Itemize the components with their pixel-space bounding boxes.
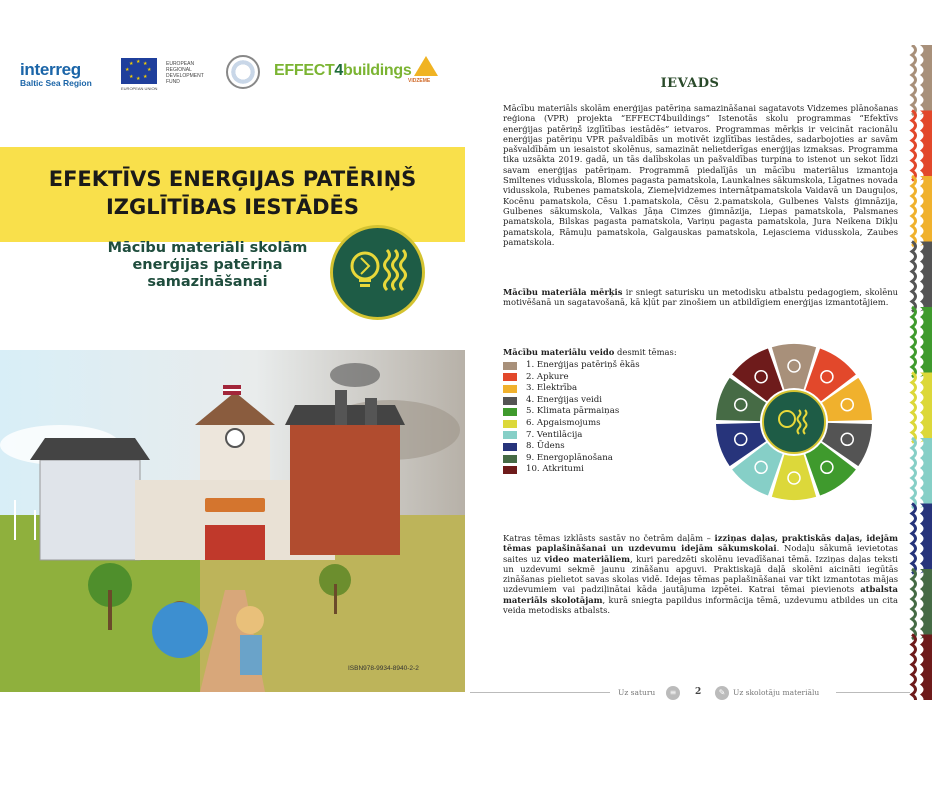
erdf-text — [166, 61, 204, 85]
topic-swatch — [503, 385, 517, 393]
topic-item[interactable] — [503, 453, 703, 465]
interreg-region: Baltic Sea Region — [20, 78, 92, 88]
lightbulb-badge-icon — [330, 225, 425, 320]
cover-title — [0, 165, 465, 221]
wave-strip-line — [912, 111, 916, 181]
structure-bold: atbalsta materiāls skolotājam — [503, 584, 898, 605]
wave-strip-line — [912, 242, 916, 312]
menu-icon[interactable]: ≡ — [666, 686, 680, 700]
wave-strip-band — [920, 504, 932, 574]
goal-bold: Mācību materiāla mērķis — [503, 287, 623, 297]
erdf-line: DEVELOPMENT — [166, 73, 204, 79]
school-illustration — [0, 350, 465, 692]
topic-label: 2. Apkure — [526, 371, 569, 382]
topics-wheel — [714, 342, 874, 502]
topics-list — [503, 360, 703, 476]
cover-subtitle-line: Mācību materiāli skolām — [107, 240, 308, 256]
topic-label: 5. Klimata pārmaiņas — [526, 406, 620, 417]
wave-strip-line — [912, 569, 916, 639]
structure-text: Katras tēmas izklāsts sastāv no četrām daļām – — [503, 533, 715, 543]
table-of-contents-link[interactable]: Uz saturu — [618, 688, 656, 697]
goal-text: ir sniegt saturisku un metodisku atbalstu pedagogiem, skolēnu motivēšanā un sagatavošanā, kā kļūt par zinošiem un atbildīgiem enerģijas izmantotājiem. — [503, 287, 898, 308]
intro-page — [470, 30, 940, 700]
topic-item[interactable] — [503, 418, 703, 430]
structure-bold: izziņas daļas, praktiskās daļas, idejām tēmas paplašināšanai un uzdevumu idejām sākumskolai — [503, 533, 899, 554]
topic-swatch — [503, 408, 517, 416]
topics-heading-bold: Mācību materiālu veido — [503, 347, 615, 357]
wave-strip-line — [912, 307, 916, 377]
wave-strip-line — [912, 635, 916, 701]
effect-text: EFFECT — [274, 62, 335, 79]
vidzeme-triangle-icon — [414, 56, 438, 76]
cover-title-line: EFEKTĪVS ENERĢIJAS PATĒRIŅŠ — [48, 167, 417, 191]
topic-label: 7. Ventilācija — [526, 429, 583, 440]
topic-swatch — [503, 466, 517, 474]
topic-swatch — [503, 431, 517, 439]
topic-item[interactable] — [503, 372, 703, 384]
topic-item[interactable] — [503, 406, 703, 418]
topic-label: 1. Enerģijas patēriņš ēkās — [526, 360, 640, 370]
wave-strip-line — [912, 438, 916, 508]
wave-strip-band — [920, 373, 932, 443]
topic-label: 8. Ūdens — [526, 441, 565, 452]
intro-paragraph: Mācību materiāls skolām enerģijas patēriņa samazināšanai sagatavots Vidzemes plānošanas reģiona (VPR) projekta “EFFECT4buildings” Istenotās skolu programmas “Efektīvs enerģijas patēriņš izglītības iestādēs” ietvaros. Programmas mērķis ir veicināt racionālu enerģijas patēriņu VPR pašvaldībās un motivēt izglītības iestādes, sadarbojoties ar savām pašvaldībām un iesaistot skolēnus, samazināt nelietderīgas enerģijas izmaksas. Programma tika uzsākta 2019. gadā, un tās dalībskolas un pašvaldības turpina to istenot un sekot līdzi savam enerģijas patēriņam. Programmā piedalījās un mācību materiālus izmantoja Smiltenes vidusskola, Blomes pagasta pamatskola, Launkalnes sākumskola, Līgatnes novada vidusskola, Rubenes pamatskola, Ziemeļvidzemes internātpamatskola Vaidavā un Dauguļos, Kocēnu pamatskola, Cēsu 1.pamatskola, Cēsu 2.pamatskola, Gulbenes Valsts ģimnāzija, Gulbenes sākumskola, Valkas Jāņa Cimzes ģimnāzija, Liepas pamatskola, Palsmanes pamatskola, Bilskas pagasta pamatskola, Variņu pagasta pamatskola, Jura Neikena Dikļu pamatskola, Rāmuļu pamatskola, Galgauskas pamatskola, Lejasciema vidusskola, Zaubes pamatskola. — [503, 103, 898, 247]
wave-strip-band — [920, 307, 932, 377]
cover-subtitle-line: enerģijas patēriņa — [132, 257, 283, 273]
topic-swatch — [503, 362, 517, 370]
wave-strip-line — [912, 373, 916, 443]
wave-strip-line — [912, 176, 916, 246]
isbn-text: ISBN978-9934-8940-2-2 — [348, 665, 419, 672]
wave-strip-band — [920, 176, 932, 246]
topic-label: 3. Elektrība — [526, 383, 578, 394]
structure-text: , kuri paredzēti skolēnu ievadīšanai tēmā. Izziņas daļas teksti un uzdevumi sekmē jaunu zināšanu apguvi. Praktiskajā daļā skolēni aicināti iegūtās zināšanas pielietot savas skolas vidē. Idejas tēmas paplašināšanai var tikt izmantotas mājas uzdevumiem vai padziļinātai kāda jautājuma izpētei. Katrai tēmai pievienots — [503, 553, 898, 595]
effect-buildings-text: buildings — [343, 62, 412, 79]
structure-paragraph — [503, 533, 898, 615]
logo-bar — [0, 52, 465, 102]
teacher-icon[interactable]: ✎ — [715, 686, 729, 700]
erdf-line: REGIONAL — [166, 67, 192, 73]
wave-strip-band — [920, 438, 932, 508]
topic-swatch — [503, 397, 517, 405]
effect-four: 4 — [334, 62, 344, 79]
topic-item[interactable] — [503, 430, 703, 442]
topic-swatch — [503, 373, 517, 381]
teacher-materials-link[interactable]: Uz skolotāju materiālu — [733, 688, 820, 697]
wave-strip-band — [920, 45, 932, 115]
topic-item[interactable] — [503, 441, 703, 453]
decorative-wave-strip — [908, 45, 932, 700]
erdf-line: FUND — [166, 79, 180, 85]
topic-item[interactable] — [503, 395, 703, 407]
goal-paragraph — [503, 287, 898, 308]
page-footer — [470, 685, 910, 703]
vidzeme-text: VIDZEME — [408, 78, 431, 84]
region-seal-icon — [226, 55, 260, 89]
topic-swatch — [503, 420, 517, 428]
footer-rule — [470, 692, 610, 693]
eu-union-text: EUROPEAN UNION — [121, 86, 158, 91]
topic-label: 4. Enerģijas veidi — [526, 394, 603, 405]
wave-strip-band — [920, 569, 932, 639]
interreg-name: interreg — [20, 60, 81, 79]
cover-page — [0, 30, 465, 692]
wave-strip-line — [912, 504, 916, 574]
structure-bold: video materiāliem — [544, 553, 631, 564]
wave-strip-band — [920, 242, 932, 312]
topic-label: 10. Atkritumi — [526, 464, 584, 475]
structure-text: , kurā sniegta papildus informācija tēmā, uzdevumu atbildes un cita veida metodisks atbalsts. — [503, 594, 898, 616]
topic-label: 6. Apgaismojums — [526, 417, 601, 428]
cover-title-line: IZGLĪTĪBAS IESTĀDĒS — [105, 195, 360, 219]
wave-strip-band — [920, 111, 932, 181]
topic-item[interactable] — [503, 360, 703, 372]
structure-text: . Nodaļu sākumā ievietotas saites uz — [503, 543, 898, 564]
vidzeme-logo — [408, 56, 444, 90]
topic-swatch — [503, 443, 517, 451]
erdf-line: EUROPEAN — [166, 61, 195, 67]
topic-swatch — [503, 455, 517, 463]
interreg-logo — [20, 60, 92, 88]
page-number: 2 — [695, 687, 702, 697]
eu-flag-icon: ★ ★ ★ ★ ★ ★ ★ ★ — [121, 58, 157, 84]
wave-strip-band — [920, 635, 932, 701]
topic-item[interactable] — [503, 464, 703, 476]
effect4buildings-logo — [274, 62, 411, 80]
footer-rule — [836, 692, 910, 693]
topics-heading-text: desmit tēmas: — [614, 347, 677, 357]
page-heading: IEVADS — [660, 76, 720, 91]
cover-subtitle — [100, 240, 315, 291]
cover-subtitle-line: samazināšanai — [147, 274, 268, 290]
wave-strip-line — [912, 45, 916, 115]
topic-label: 9. Energoplānošana — [526, 452, 613, 463]
topic-item[interactable] — [503, 383, 703, 395]
